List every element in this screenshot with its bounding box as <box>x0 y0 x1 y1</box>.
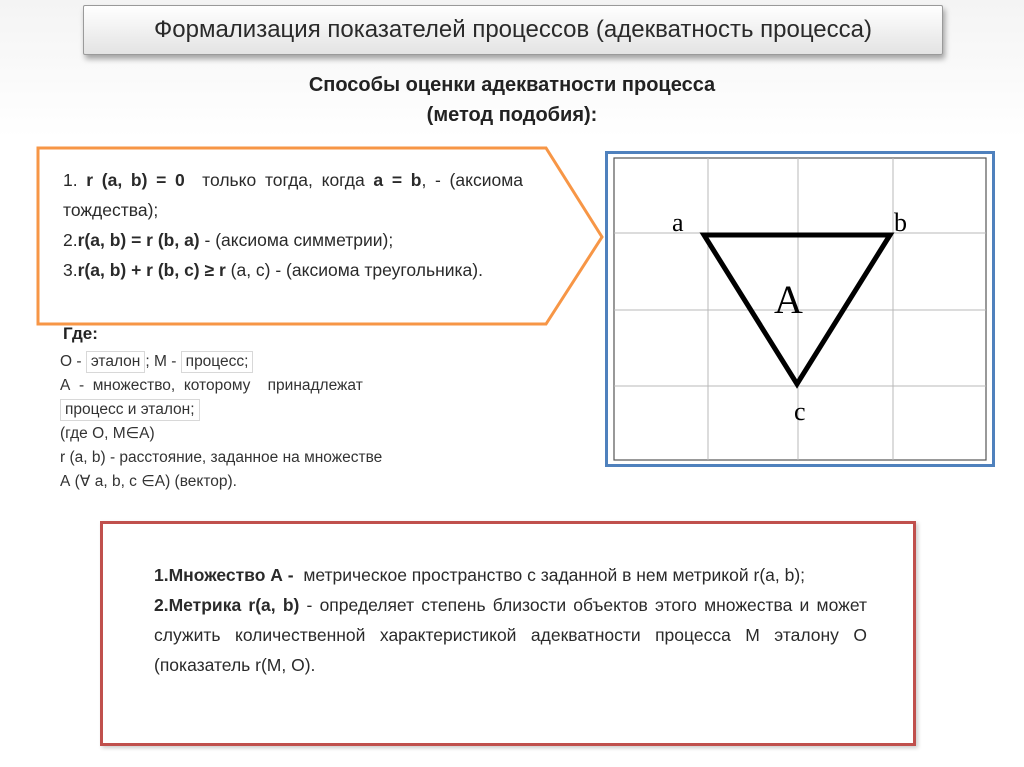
where-line-6: А (∀ a, b, c ∈А) (вектор). <box>60 473 237 490</box>
where-line-4: (где О, М∈А) <box>60 425 155 442</box>
where-line-2: А - множество, которому принадлежат <box>60 377 363 394</box>
vertex-b-label: b <box>894 208 907 237</box>
triangle-diagram <box>608 154 992 464</box>
slide-title-box <box>83 5 943 55</box>
axiom-1-prefix: 1. <box>63 170 87 190</box>
definition-1-text: метрическое пространство с заданной в нем метрикой r(a, b); <box>293 565 806 585</box>
definitions-box <box>100 521 916 746</box>
axiom-3 <box>63 255 523 285</box>
definitions-text <box>154 560 867 680</box>
vertex-a-label: a <box>672 208 684 237</box>
slide-title: Формализация показателей процессов (адекватность процесса) <box>154 16 872 43</box>
definition-2-text: - определяет степень близости объектов этого множества и может служить количественной характеристикой адекватности процесса М эталону О (показатель r(М, О). <box>154 595 867 675</box>
axiom-3-prefix: 3. <box>63 260 78 280</box>
axioms-text <box>63 165 523 285</box>
where-line-1 <box>60 350 490 374</box>
subtitle <box>232 70 792 130</box>
where-label: Где: <box>63 324 98 343</box>
where-line-5: r (a, b) - расстояние, заданное на множестве <box>60 449 383 466</box>
subtitle-line-2: (метод подобия): <box>426 104 598 126</box>
where-m-label: ; М - <box>145 353 181 370</box>
subtitle-line-1: Способы оценки адекватности процесса <box>308 74 716 96</box>
where-o-value: эталон <box>86 351 146 373</box>
axiom-2 <box>63 225 523 255</box>
definition-2-term: 2.Метрика r(a, b) <box>154 595 300 615</box>
definition-1-term: 1.Множество А - <box>154 565 294 585</box>
axiom-2-formula: r(a, b) = r (b, a) <box>77 230 200 250</box>
definition-2 <box>154 590 867 680</box>
where-line-3-text: процесс и эталон; <box>60 399 200 421</box>
axiom-3-formula: r(a, b) + r (b, c) ≥ r <box>77 260 226 280</box>
where-line-3 <box>60 398 490 422</box>
axiom-1-rest: , - (аксиома тождества); <box>63 170 523 220</box>
triangle-diagram-frame <box>605 151 995 467</box>
where-m-value: процесс; <box>181 351 254 373</box>
definition-1 <box>154 560 867 590</box>
set-A-label: A <box>774 277 803 322</box>
axiom-2-rest: - (аксиома симметрии); <box>199 230 394 250</box>
axiom-1-formula: r (a, b) = 0 <box>86 170 185 190</box>
axiom-1-mid: только тогда, когда <box>184 170 374 190</box>
axiom-3-rest: (a, c) - (аксиома треугольника). <box>225 260 483 280</box>
where-o-label: О - <box>60 353 86 370</box>
axiom-1-formula-2: a = b <box>373 170 422 190</box>
axiom-1 <box>63 165 523 225</box>
vertex-c-label: c <box>794 397 806 426</box>
axiom-2-prefix: 2. <box>63 230 78 250</box>
where-definitions <box>60 350 490 494</box>
